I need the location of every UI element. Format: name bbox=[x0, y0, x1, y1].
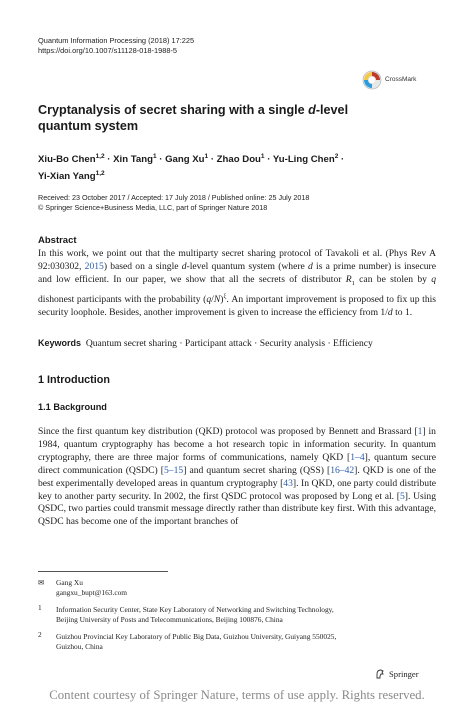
citation-link[interactable]: 43 bbox=[283, 477, 293, 489]
crossmark-icon bbox=[362, 70, 382, 90]
keywords-label: Keywords bbox=[38, 338, 82, 348]
abstract-text: In this work, we point out that the multiparty secret sharing protocol of Tavakoli et al. (Phys Rev A 92:030302, 2015) based on a single d-level quantum system (where d is a prime number) is insecure and low efficient. In our paper, we show that all the secrets of distributor $R_1$ can be stolen by q dishonest participants with the probability $(q/N)^\xi$. An important improvement is proposed to fix up this security loophole. Besides, another improvement is given to increase the efficiency from 1/d to 1. bbox=[38, 248, 437, 318]
citation-link[interactable]: 5 bbox=[399, 490, 405, 502]
affiliation-1-number: 1 bbox=[38, 603, 42, 612]
citation-link[interactable]: 5–15 bbox=[164, 464, 184, 476]
crossmark-label: CrossMark bbox=[385, 76, 417, 83]
received-dates: Received: 23 October 2017 / Accepted: 17 July 2018 / Published online: 25 July 2018 bbox=[38, 193, 310, 202]
citation-link-2015[interactable]: 2015 bbox=[84, 260, 104, 272]
citation-link[interactable]: 1 bbox=[417, 426, 423, 437]
envelope-icon: ✉ bbox=[38, 578, 45, 587]
keywords-line bbox=[38, 337, 436, 350]
keywords-text: Quantum secret sharing · Participant attack · Security analysis · Efficiency bbox=[85, 338, 373, 349]
subsection-title: 1.1 Background bbox=[38, 402, 107, 412]
corresponding-author-name: Gang Xu bbox=[56, 578, 83, 587]
section-title: 1 Introduction bbox=[38, 374, 110, 386]
journal-citation: Quantum Information Processing (2018) 17:225 bbox=[38, 36, 195, 45]
abstract-heading: Abstract bbox=[38, 235, 77, 246]
springer-horse-icon bbox=[374, 668, 386, 680]
affiliation-2-number: 2 bbox=[38, 630, 42, 639]
citation-link[interactable]: 1–4 bbox=[350, 451, 365, 463]
paper-title: Cryptanalysis of secret sharing with a single d-level quantum system bbox=[38, 102, 398, 134]
copyright-line: © Springer Science+Business Media, LLC, part of Springer Nature 2018 bbox=[38, 203, 268, 212]
publication-dates bbox=[38, 193, 309, 213]
affiliation-2: Guizhou Provincial Key Laboratory of Public Big Data, Guizhou University, Guiyang 550025, Guizhou, China bbox=[56, 632, 337, 652]
footnote-rule bbox=[38, 571, 168, 572]
springer-label: Springer bbox=[389, 669, 419, 679]
author-list: Xiu-Bo Chen$^{1,2}$ · Xin Tang$^1$ · Gang $Xu^1$ · Zhao Dou$^1$ · Yu-Ling Chen$^2$ · Yi-Xian Yang$^{1,2}$ bbox=[38, 153, 345, 183]
citation-link[interactable]: 16–42 bbox=[330, 464, 355, 476]
paper-title-line2: quantum system bbox=[38, 119, 139, 133]
crossmark-badge[interactable] bbox=[362, 70, 442, 90]
intro-paragraph: Since the first quantum key distribution (QKD) protocol was proposed by Bennett and Brassard [1] in 1984, quantum cryptography has become a hot research topic in information security. In quantum cryptography, there are three major forms of communications, namely QKD [1–4], quantum secure direct communication (QSDC) [5–15] and quantum secret sharing (QSS) [16–42]. QKD is one of the best experimentally developed areas in quantum cryptography [43]. In QKD, one party could distribute key to another party security. In 2002, the first QSDC protocol was proposed by Long et al. [5]. Using QSDC, two parties could transmit message directly rather than distribute key first. With this advantage, QSDC has become one of the important branches of bbox=[38, 426, 437, 528]
affiliation-1: Information Security Center, State Key Laboratory of Networking and Switching Technology, Beijing University of Posts and Telecommunications, Beijing 100876, China bbox=[56, 605, 334, 625]
corresponding-author-email[interactable]: gangxu_bupt@163.com bbox=[56, 588, 128, 597]
doi-link[interactable]: https://doi.org/10.1007/s11128-018-1988-5 bbox=[38, 46, 178, 55]
springer-logo bbox=[374, 668, 419, 680]
copyright-footer: Content courtesy of Springer Nature, terms of use apply. Rights reserved. bbox=[49, 688, 425, 702]
